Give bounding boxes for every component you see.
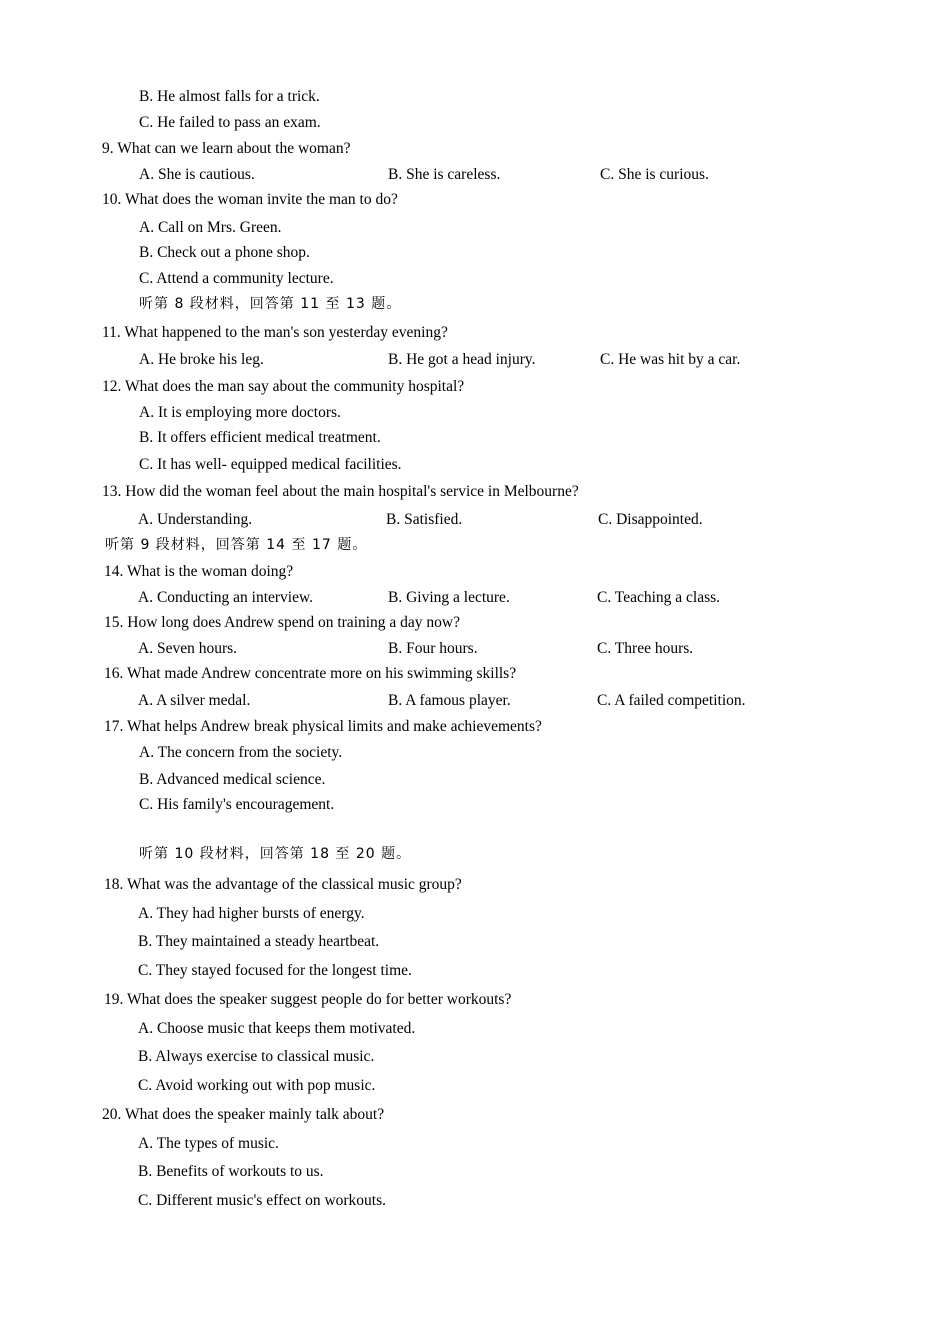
q10-stem: 10. What does the woman invite the man to do?	[102, 191, 398, 208]
q12-option-b: B. It offers efficient medical treatment.	[139, 429, 381, 446]
q18-stem: 18. What was the advantage of the classical music group?	[104, 876, 462, 893]
q20-option-c: C. Different music's effect on workouts.	[138, 1192, 387, 1209]
q12-option-c: C. It has well- equipped medical facilities.	[139, 456, 402, 473]
q12-stem: 12. What does the man say about the community hospital?	[102, 378, 465, 395]
q19-option-c: C. Avoid working out with pop music.	[138, 1077, 376, 1094]
q16-option-b: B. A famous player.	[388, 692, 511, 709]
q9-option-b: B. She is careless.	[388, 166, 501, 183]
q12-option-a: A. It is employing more doctors.	[139, 404, 341, 421]
q11-option-c: C. He was hit by a car.	[600, 351, 741, 368]
q16-stem: 16. What made Andrew concentrate more on his swimming skills?	[104, 665, 517, 682]
q14-option-a: A. Conducting an interview.	[138, 589, 314, 606]
q8-option-b: B. He almost falls for a trick.	[139, 88, 320, 105]
section-9-instruction: 听第 9 段材料，回答第 14 至 17 题。	[105, 537, 368, 553]
q14-option-c: C. Teaching a class.	[597, 589, 721, 606]
q14-stem: 14. What is the woman doing?	[104, 563, 294, 580]
q15-stem: 15. How long does Andrew spend on training a day now?	[104, 614, 461, 631]
q10-option-a: A. Call on Mrs. Green.	[139, 219, 282, 236]
section-10-instruction: 听第 10 段材料，回答第 18 至 20 题。	[139, 846, 412, 862]
q15-option-c: C. Three hours.	[597, 640, 694, 657]
q15-option-b: B. Four hours.	[388, 640, 478, 657]
q20-option-b: B. Benefits of workouts to us.	[138, 1163, 324, 1180]
q18-option-b: B. They maintained a steady heartbeat.	[138, 933, 380, 950]
q19-stem: 19. What does the speaker suggest people do for better workouts?	[104, 991, 512, 1008]
q19-option-a: A. Choose music that keeps them motivated.	[138, 1020, 416, 1037]
q20-option-a: A. The types of music.	[138, 1135, 279, 1152]
q8-option-c: C. He failed to pass an exam.	[139, 114, 321, 131]
q17-option-b: B. Advanced medical science.	[139, 771, 326, 788]
q20-stem: 20. What does the speaker mainly talk about?	[102, 1106, 385, 1123]
q11-stem: 11. What happened to the man's son yesterday evening?	[102, 324, 448, 341]
q17-stem: 17. What helps Andrew break physical limits and make achievements?	[104, 718, 542, 735]
section-8-instruction: 听第 8 段材料，回答第 11 至 13 题。	[139, 296, 402, 312]
q13-stem: 13. How did the woman feel about the main hospital's service in Melbourne?	[102, 483, 579, 500]
q11-option-a: A. He broke his leg.	[139, 351, 264, 368]
q19-option-b: B. Always exercise to classical music.	[138, 1048, 375, 1065]
q17-option-c: C. His family's encouragement.	[139, 796, 335, 813]
q13-option-c: C. Disappointed.	[598, 511, 703, 528]
q9-option-c: C. She is curious.	[600, 166, 709, 183]
q10-option-b: B. Check out a phone shop.	[139, 244, 310, 261]
q10-option-c: C. Attend a community lecture.	[139, 270, 334, 287]
q11-option-b: B. He got a head injury.	[388, 351, 536, 368]
q13-option-b: B. Satisfied.	[386, 511, 463, 528]
q13-option-a: A. Understanding.	[138, 511, 253, 528]
q17-option-a: A. The concern from the society.	[139, 744, 343, 761]
q18-option-a: A. They had higher bursts of energy.	[138, 905, 365, 922]
q16-option-c: C. A failed competition.	[597, 692, 746, 709]
q14-option-b: B. Giving a lecture.	[388, 589, 510, 606]
q9-option-a: A. She is cautious.	[139, 166, 255, 183]
q18-option-c: C. They stayed focused for the longest time.	[138, 962, 412, 979]
q16-option-a: A. A silver medal.	[138, 692, 251, 709]
q9-stem: 9. What can we learn about the woman?	[102, 140, 351, 157]
q15-option-a: A. Seven hours.	[138, 640, 238, 657]
